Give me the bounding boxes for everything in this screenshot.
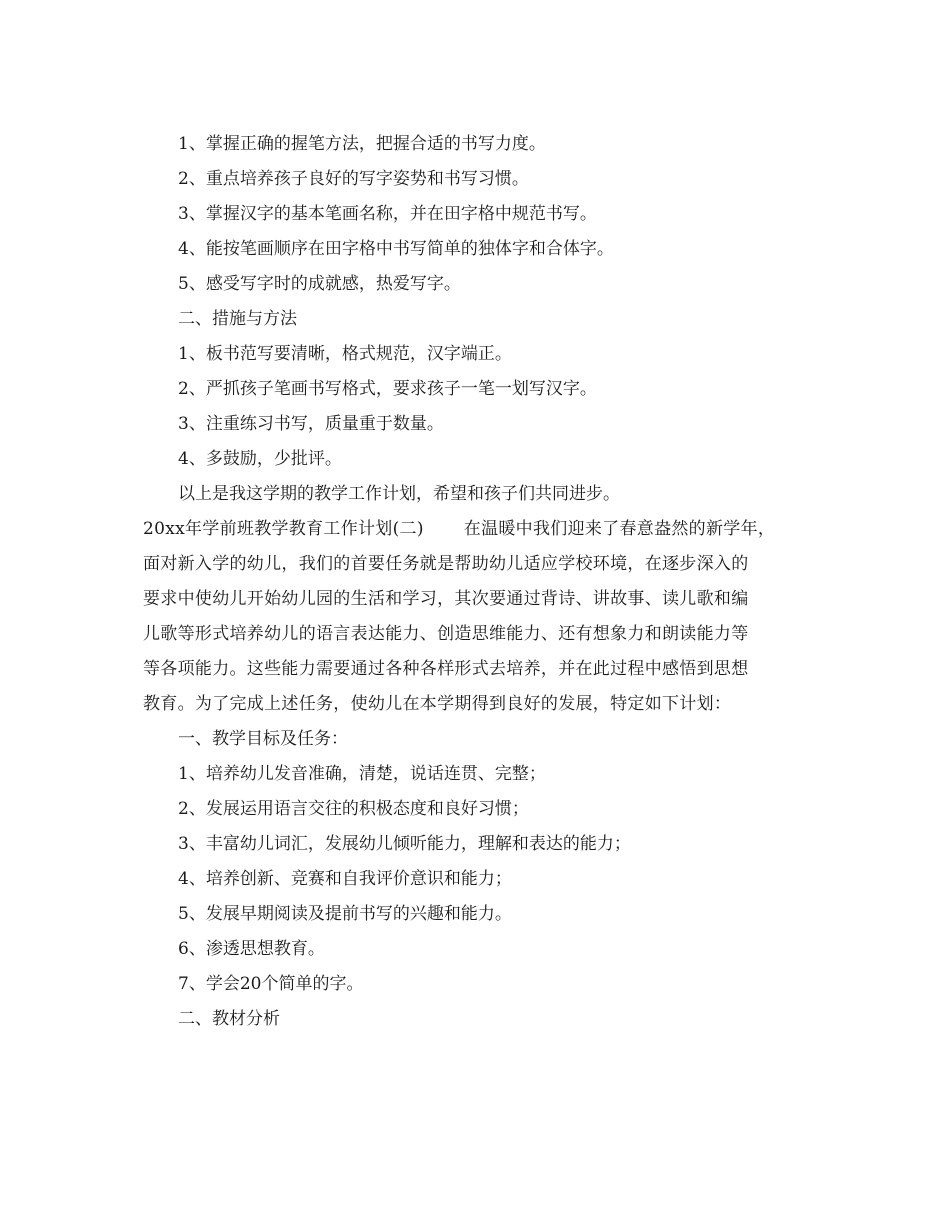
plan2-title: 20xx年学前班教学教育工作计划(二) [143,519,424,539]
plan2-intro-line-2: 要求中使幼儿开始幼儿园的生活和学习，其次要通过背诗、讲故事、读儿歌和编 [143,589,749,609]
plan2-title-line [143,517,823,541]
plan2-goal-7: 7、学会20个简单的字。 [178,974,364,994]
closing-sentence: 以上是我这学期的教学工作计划，希望和孩子们共同进步。 [178,484,620,504]
plan2-heading-goals: 一、教学目标及任务： [178,729,348,749]
measure-item-3: 3、注重练习书写，质量重于数量。 [178,414,444,434]
section-heading-measures: 二、措施与方法 [178,309,297,329]
plan2-goal-5: 5、发展早期阅读及提前书写的兴趣和能力。 [178,904,512,924]
plan2-goal-3: 3、丰富幼儿词汇，发展幼儿倾听能力，理解和表达的能力； [178,834,631,854]
measure-item-2: 2、严抓孩子笔画书写格式，要求孩子一笔一划写汉字。 [178,379,597,399]
goal-item-2: 2、重点培养孩子良好的写字姿势和书写习惯。 [178,169,529,189]
plan2-intro-line-1: 面对新入学的幼儿，我们的首要任务就是帮助幼儿适应学校环境，在逐步深入的 [143,554,749,574]
plan2-intro-line-3: 儿歌等形式培养幼儿的语言表达能力、创造思维能力、还有想象力和朗读能力等 [143,624,749,644]
plan2-intro-first: 在温暖中我们迎来了春意盎然的新学年， [463,519,776,539]
measure-item-4: 4、多鼓励，少批评。 [178,449,342,469]
plan2-goal-2: 2、发展运用语言交往的积极态度和良好习惯； [178,799,529,819]
plan2-intro-line-5: 教育。为了完成上述任务，使幼儿在本学期得到良好的发展，特定如下计划： [143,694,732,714]
plan2-intro-line-4: 等各项能力。这些能力需要通过各种各样形式去培养，并在此过程中感悟到思想 [143,659,749,679]
goal-item-4: 4、能按笔画顺序在田字格中书写简单的独体字和合体字。 [178,239,614,259]
goal-item-1: 1、掌握正确的握笔方法，把握合适的书写力度。 [178,134,546,154]
measure-item-1: 1、板书范写要清晰，格式规范，汉字端正。 [178,344,512,364]
plan2-goal-6: 6、渗透思想教育。 [178,939,325,959]
goal-item-3: 3、掌握汉字的基本笔画名称，并在田字格中规范书写。 [178,204,597,224]
plan2-goal-1: 1、培养幼儿发音准确，清楚，说话连贯、完整； [178,764,546,784]
plan2-goal-4: 4、培养创新、竞赛和自我评价意识和能力； [178,869,512,889]
goal-item-5: 5、感受写字时的成就感，热爱写字。 [178,274,461,294]
plan2-heading-materials: 二、教材分析 [178,1009,280,1029]
